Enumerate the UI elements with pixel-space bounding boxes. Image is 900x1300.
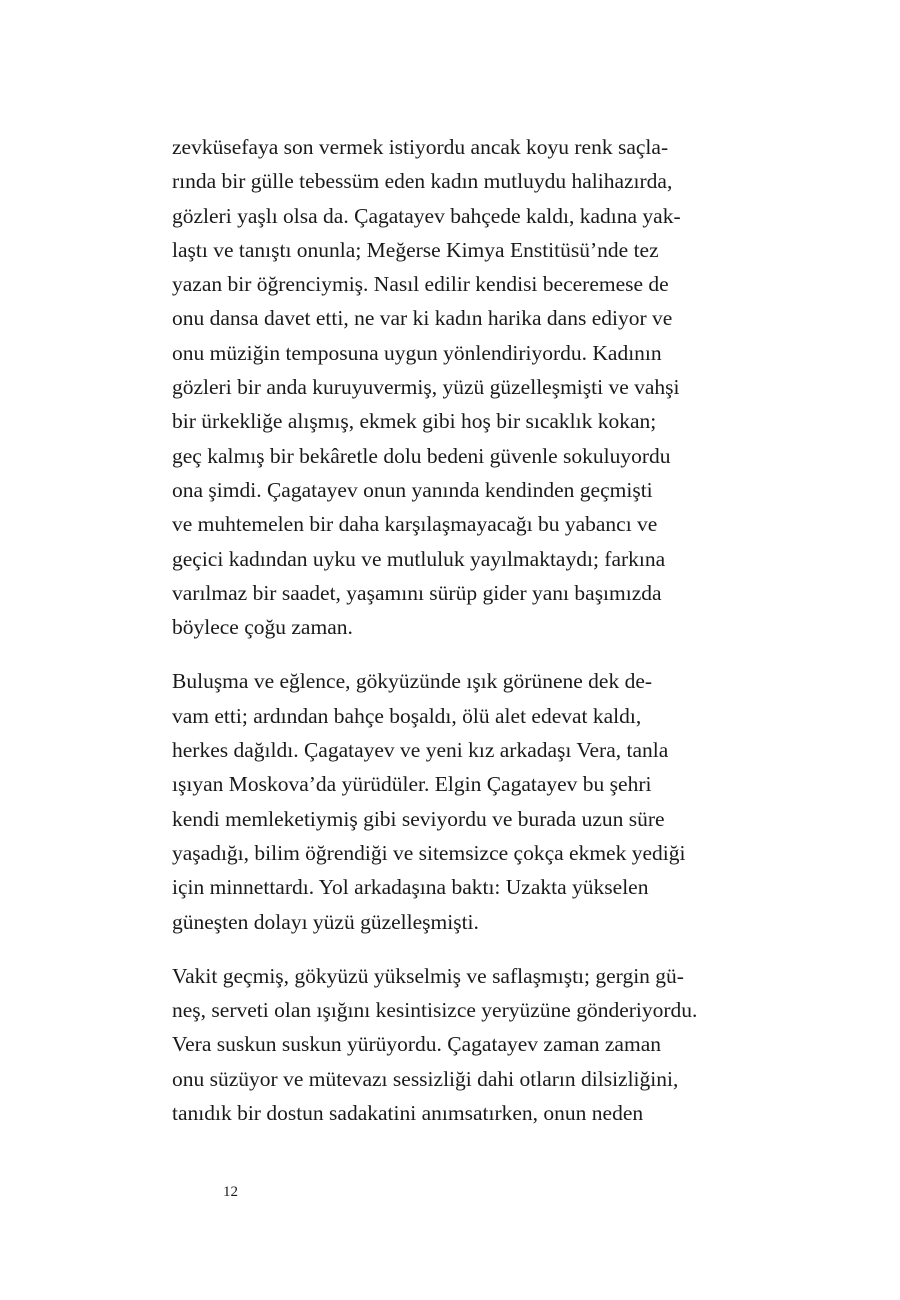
text-line: geçici kadından uyku ve mutluluk yayılmaktaydı; farkına [172, 546, 666, 571]
text-line: ışıyan Moskova’da yürüdüler. Elgin Çagatayev bu şehri [172, 772, 652, 797]
text-line: Vakit geçmiş, gökyüzü yükselmiş ve saflaşmıştı; gergin gü- [172, 963, 684, 988]
text-line: herkes dağıldı. Çagatayev ve yeni kız arkadaşı Vera, tanla [172, 738, 669, 763]
body-text [172, 130, 732, 1130]
text-line: bir ürkekliğe alışmış, ekmek gibi hoş bir sıcaklık kokan; [172, 409, 657, 434]
text-line: geç kalmış bir bekâretle dolu bedeni güvenle sokuluyordu [172, 443, 671, 468]
paragraph-3 [172, 959, 732, 1130]
text-line: böylece çoğu zaman. [172, 615, 353, 640]
paragraph-1 [172, 130, 732, 644]
text-line: kendi memleketiymiş gibi seviyordu ve burada uzun süre [172, 806, 665, 831]
paragraph-2 [172, 664, 732, 938]
text-line: gözleri yaşlı olsa da. Çagatayev bahçede kaldı, kadına yak- [172, 203, 681, 228]
text-line: yazan bir öğrenciymiş. Nasıl edilir kendisi beceremese de [172, 272, 669, 297]
text-line: yaşadığı, bilim öğrendiği ve sitemsizce çokça ekmek yediği [172, 840, 686, 865]
text-line: ve muhtemelen bir daha karşılaşmayacağı bu yabancı ve [172, 512, 658, 537]
text-line: neş, serveti olan ışığını kesintisizce yeryüzüne gönderiyordu. [172, 998, 698, 1023]
text-line: onu dansa davet etti, ne var ki kadın harika dans ediyor ve [172, 306, 673, 331]
text-line: onu müziğin temposuna uygun yönlendiriyordu. Kadının [172, 340, 662, 365]
text-line: ona şimdi. Çagatayev onun yanında kendinden geçmişti [172, 477, 653, 502]
page-number: 12 [223, 1184, 238, 1200]
text-line: güneşten dolayı yüzü güzelleşmişti. [172, 909, 479, 934]
text-line: için minnettardı. Yol arkadaşına baktı: Uzakta yükselen [172, 875, 649, 900]
text-line: varılmaz bir saadet, yaşamını sürüp gider yanı başımızda [172, 580, 662, 605]
text-line: tanıdık bir dostun sadakatini anımsatırken, onun neden [172, 1101, 644, 1126]
text-line: zevküsefaya son vermek istiyordu ancak koyu renk saçla- [172, 135, 669, 159]
text-line: laştı ve tanıştı onunla; Meğerse Kimya Enstitüsü’nde tez [172, 237, 659, 262]
text-line: Vera suskun suskun yürüyordu. Çagatayev zaman zaman [172, 1032, 661, 1057]
text-line: vam etti; ardından bahçe boşaldı, ölü alet edevat kaldı, [172, 703, 642, 728]
text-line: gözleri bir anda kuruyuvermiş, yüzü güzelleşmişti ve vahşi [172, 375, 680, 400]
text-line: Buluşma ve eğlence, gökyüzünde ışık görünene dek de- [172, 669, 653, 694]
text-line: rında bir gülle tebessüm eden kadın mutluydu halihazırda, [172, 169, 673, 194]
text-line: onu süzüyor ve mütevazı sessizliği dahi otların dilsizliğini, [172, 1066, 679, 1091]
